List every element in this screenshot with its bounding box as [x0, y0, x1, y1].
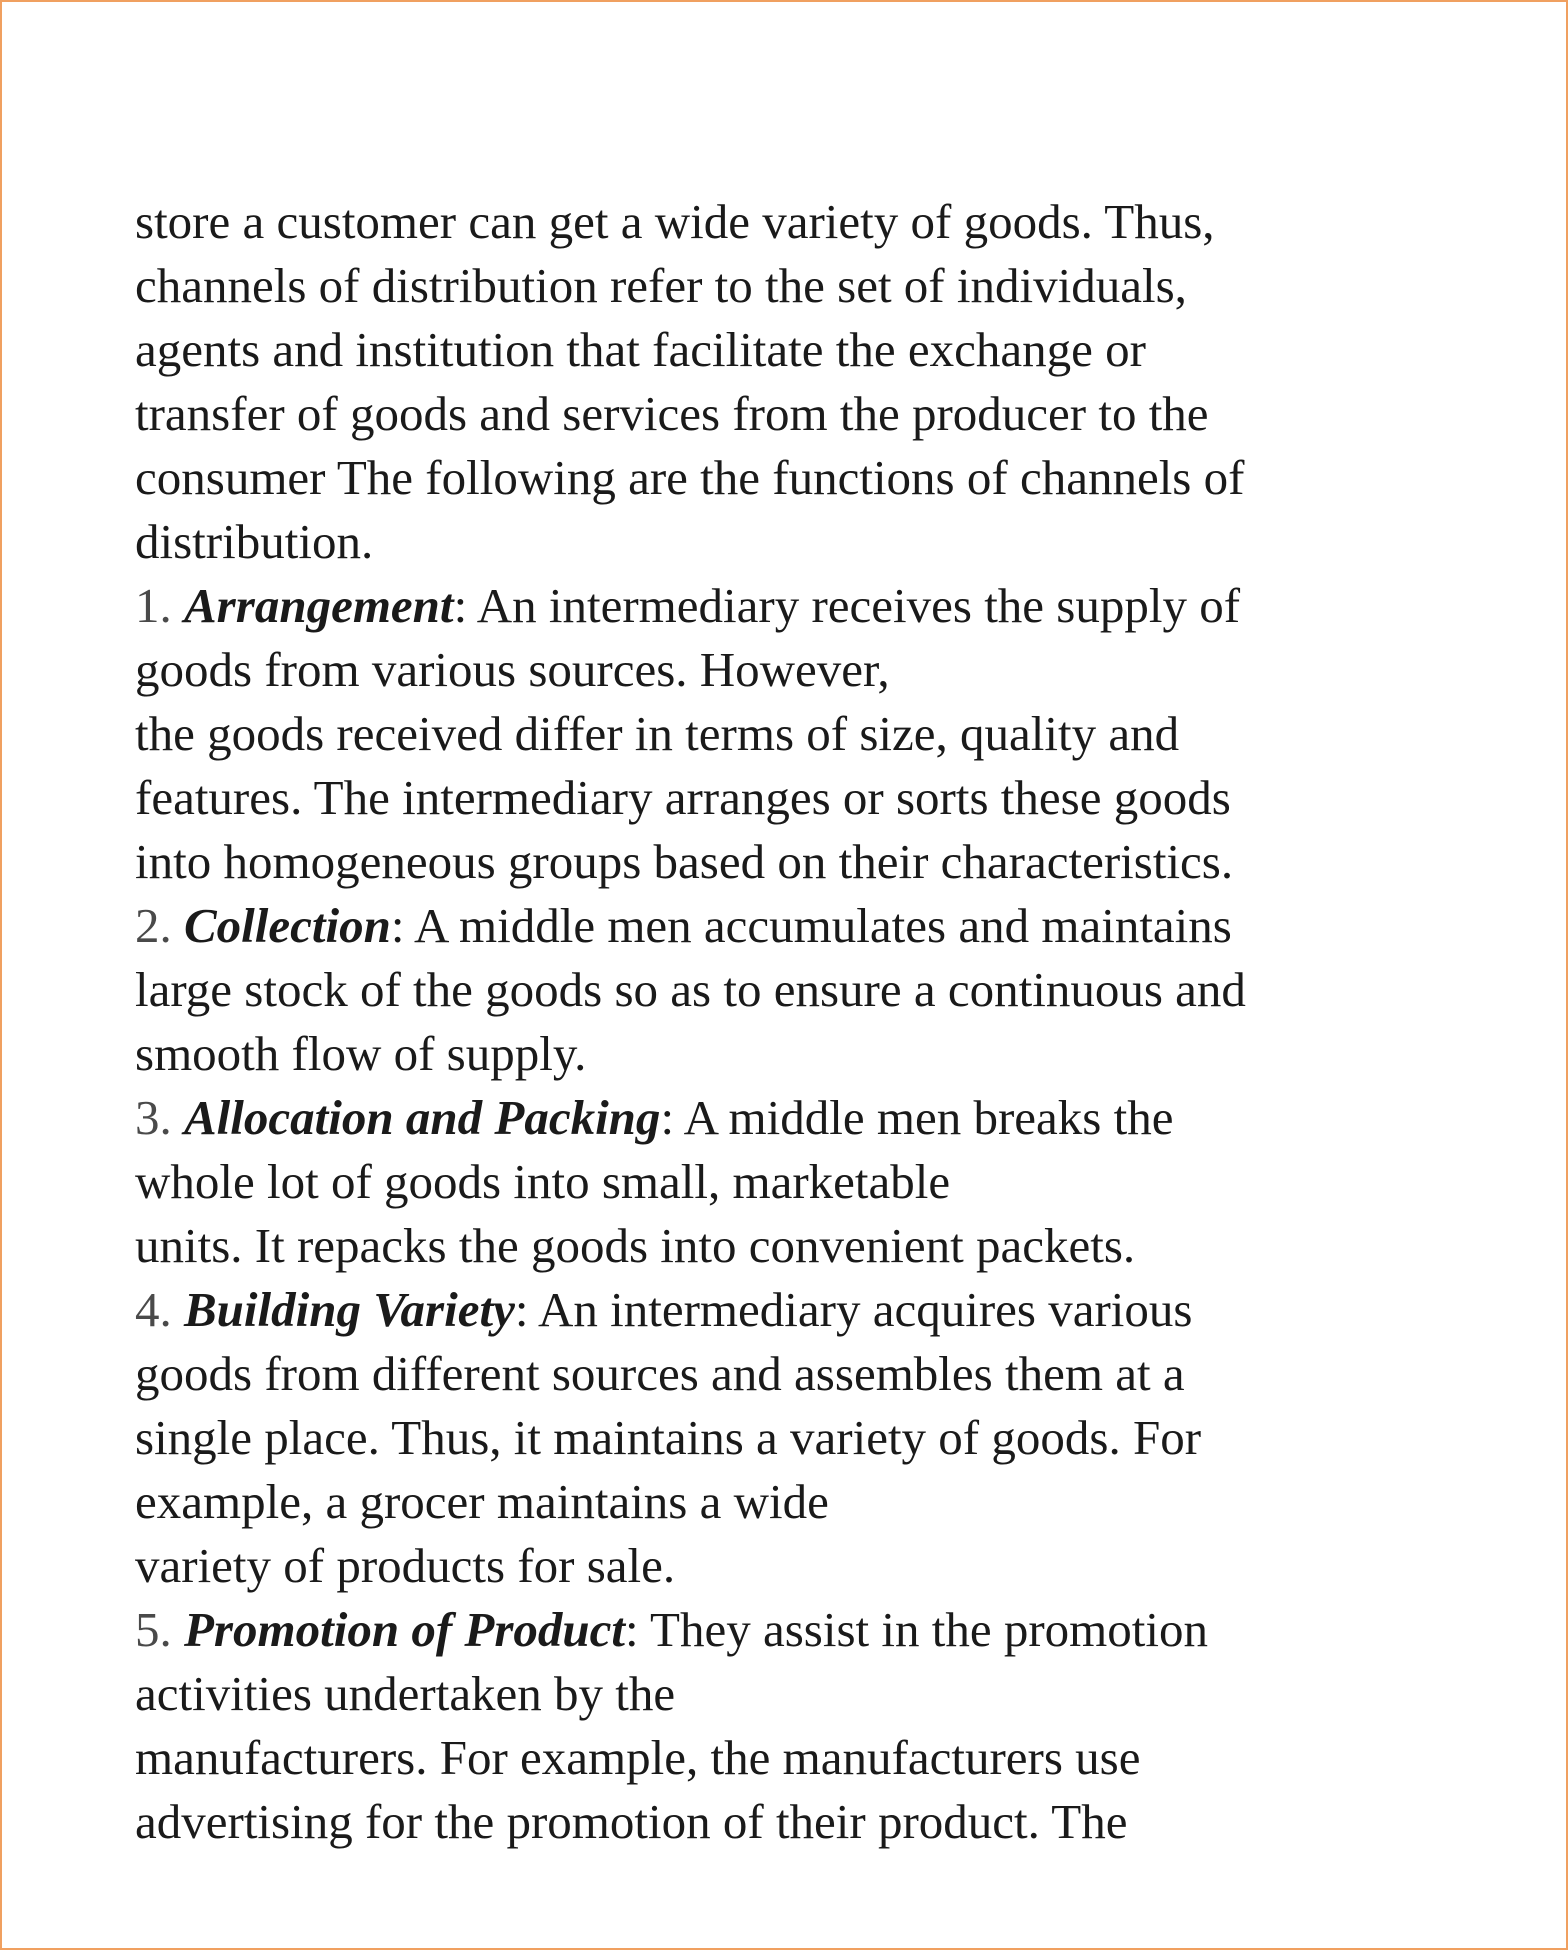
- item-text: : A middle men accumulates and maintains: [390, 898, 1232, 953]
- item-term: Promotion of Product: [184, 1602, 626, 1657]
- item-term: Allocation and Packing: [184, 1090, 661, 1145]
- item-number: 2.: [135, 898, 184, 953]
- item-line: smooth flow of supply.: [135, 1026, 587, 1081]
- item-line: units. It repacks the goods into convenient packets.: [135, 1218, 1136, 1273]
- item-number: 1.: [135, 578, 184, 633]
- item-line: large stock of the goods so as to ensure a continuous and: [135, 962, 1246, 1017]
- item-line: features. The intermediary arranges or sorts these goods: [135, 770, 1231, 825]
- item-number: 4.: [135, 1282, 184, 1337]
- intro-line: agents and institution that facilitate the exchange or: [135, 322, 1146, 377]
- item-number: 3.: [135, 1090, 184, 1145]
- item-number: 5.: [135, 1602, 184, 1657]
- item-term: Building Variety: [184, 1282, 515, 1337]
- item-text: : They assist in the promotion: [625, 1602, 1209, 1657]
- item-text: : An intermediary receives the supply of: [453, 578, 1241, 633]
- item-line: activities undertaken by the: [135, 1666, 676, 1721]
- list-item-heading-line: [135, 1086, 1455, 1150]
- item-line: single place. Thus, it maintains a variety of goods. For: [135, 1410, 1202, 1465]
- item-line: advertising for the promotion of their product. The: [135, 1794, 1128, 1849]
- item-line: manufacturers. For example, the manufacturers use: [135, 1730, 1141, 1785]
- item-line: variety of products for sale.: [135, 1538, 676, 1593]
- item-term: Arrangement: [184, 578, 454, 633]
- intro-line: distribution.: [135, 514, 374, 569]
- item-line: into homogeneous groups based on their characteristics.: [135, 834, 1234, 889]
- item-text: : An intermediary acquires various: [514, 1282, 1193, 1337]
- list-item-heading-line: [135, 1598, 1455, 1662]
- intro-line: channels of distribution refer to the set of individuals,: [135, 258, 1187, 313]
- list-item-heading-line: [135, 894, 1455, 958]
- body-text: [135, 190, 1455, 1854]
- item-line: goods from various sources. However,: [135, 642, 890, 697]
- item-line: example, a grocer maintains a wide: [135, 1474, 829, 1529]
- intro-line: transfer of goods and services from the producer to the: [135, 386, 1209, 441]
- item-line: the goods received differ in terms of size, quality and: [135, 706, 1180, 761]
- intro-line: consumer The following are the functions of channels of: [135, 450, 1245, 505]
- intro-line: store a customer can get a wide variety of goods. Thus,: [135, 194, 1215, 249]
- item-text: : A middle men breaks the: [660, 1090, 1174, 1145]
- item-line: whole lot of goods into small, marketable: [135, 1154, 951, 1209]
- list-item-heading-line: [135, 1278, 1455, 1342]
- list-item-heading-line: [135, 574, 1455, 638]
- item-line: goods from different sources and assembles them at a: [135, 1346, 1185, 1401]
- item-term: Collection: [184, 898, 391, 953]
